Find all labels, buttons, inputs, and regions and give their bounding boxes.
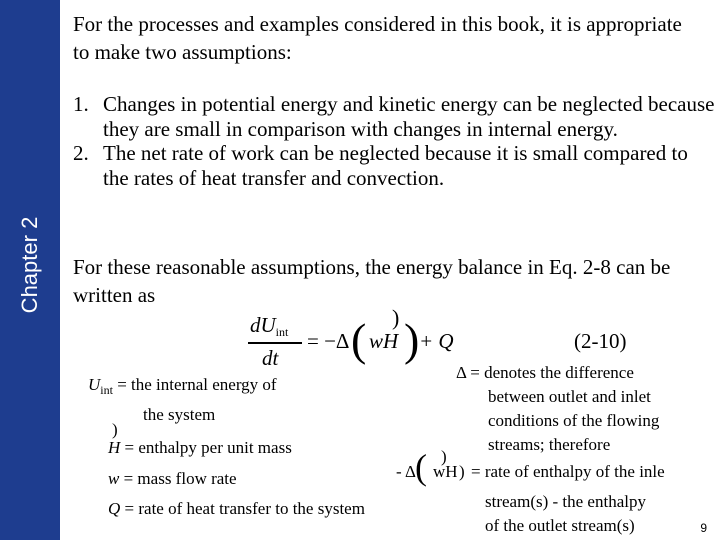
stray-paren: ): [112, 420, 118, 439]
uint-definition: [88, 373, 277, 402]
h-text: = enthalpy per unit mass: [124, 438, 292, 457]
chapter-label: Chapter 2: [17, 216, 42, 314]
list-item: [73, 141, 718, 190]
assumptions-list: [73, 92, 718, 190]
plus-Q: + Q: [419, 329, 454, 353]
w-text: = mass flow rate: [123, 469, 237, 488]
fraction-bar: [248, 342, 302, 344]
equals-minus-delta: = −Δ: [307, 329, 350, 353]
minus-delta: - Δ: [396, 462, 416, 481]
right-wH: wH: [433, 462, 458, 481]
uint-symbol: U: [88, 375, 101, 394]
q-definition: [108, 497, 365, 521]
h-definition: [108, 436, 292, 460]
equation-denominator: dt: [262, 346, 279, 370]
numerator-subscript: int: [275, 325, 289, 339]
right-paren-close: ): [459, 462, 465, 481]
list-item: [73, 92, 718, 141]
list-item-text: Changes in potential energy and kinetic energy can be neglected because they are small in comparison with changes in internal energy.: [103, 92, 715, 141]
w-symbol: w: [108, 469, 120, 488]
list-item-number: 2.: [73, 141, 89, 165]
equation-numerator: [250, 313, 288, 340]
uint-definition-cont: the system: [143, 405, 216, 424]
paren-close: ): [404, 314, 420, 365]
w-definition: [108, 467, 237, 491]
uint-subscript: int: [100, 383, 113, 397]
equation-number: (2-10): [574, 329, 627, 353]
list-item-number: 1.: [73, 92, 89, 116]
uint-text: = the internal energy of: [117, 375, 277, 394]
delta-definition-line: streams; therefore: [488, 435, 611, 454]
wH-term: wH: [369, 329, 399, 353]
numerator-text: dU: [250, 313, 276, 337]
list-item-text: The net rate of work can be neglected because it is small compared to the rates of heat transfer and convection.: [103, 141, 688, 190]
hat-paren: ): [392, 305, 400, 330]
paren-open: (: [351, 314, 367, 365]
q-symbol: Q: [108, 499, 121, 518]
h-symbol: H: [108, 438, 121, 457]
enthalpy-rate-line: of the outlet stream(s): [485, 516, 635, 535]
q-text: = rate of heat transfer to the system: [124, 499, 365, 518]
page-number: 9: [700, 521, 707, 535]
intro-paragraph: For the processes and examples considered in this book, it is appropriate to make two assumptions:: [73, 12, 682, 64]
chapter-sidebar: [0, 0, 60, 540]
energy-balance-paragraph: For these reasonable assumptions, the energy balance in Eq. 2-8 can be written as: [73, 255, 671, 307]
enthalpy-rate-text: = rate of enthalpy of the inle: [471, 462, 665, 481]
enthalpy-rate-line: stream(s) - the enthalpy: [485, 492, 646, 511]
delta-definition-line: conditions of the flowing: [488, 411, 660, 430]
stray-paren-right: ): [441, 447, 447, 466]
delta-definition-line: between outlet and inlet: [488, 387, 651, 406]
delta-definition-line: Δ = denotes the difference: [456, 363, 634, 382]
right-paren-open: (: [415, 447, 427, 487]
